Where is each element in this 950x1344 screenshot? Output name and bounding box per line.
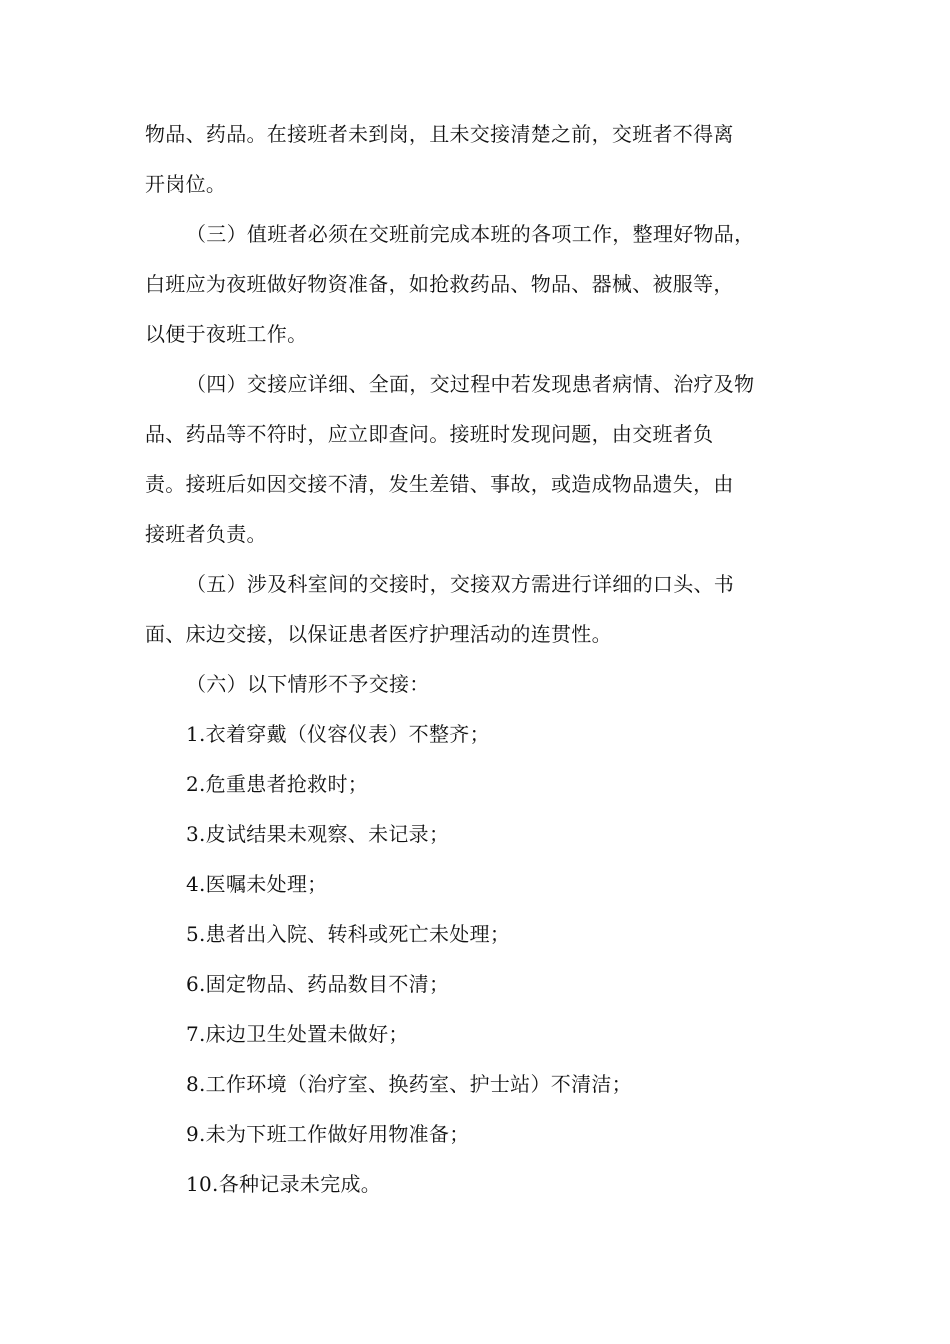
paragraph-line: （五）涉及科室间的交接时，交接双方需进行详细的口头、书 <box>186 572 735 596</box>
paragraph-line: 责。接班后如因交接不清，发生差错、事故，或造成物品遗失，由 <box>145 472 734 496</box>
list-item: 8.工作环境（治疗室、换药室、护士站）不清洁； <box>186 1072 632 1096</box>
list-item: 6.固定物品、药品数目不清； <box>186 972 450 996</box>
paragraph-line: （四）交接应详细、全面，交过程中若发现患者病情、治疗及物 <box>186 372 755 396</box>
list-item: 5.患者出入院、转科或死亡未处理； <box>186 922 511 946</box>
paragraph-line: （六）以下情形不予交接： <box>186 672 430 696</box>
list-item: 9.未为下班工作做好用物准备； <box>186 1122 470 1146</box>
list-item: 7.床边卫生处置未做好； <box>186 1022 409 1046</box>
list-item: 1.衣着穿戴（仪容仪表）不整齐； <box>186 722 490 746</box>
list-item: 10.各种记录未完成。 <box>186 1172 382 1196</box>
list-item: 2.危重患者抢救时； <box>186 772 369 796</box>
list-item: 4.医嘱未处理； <box>186 872 328 896</box>
paragraph-line: 品、药品等不符时，应立即查问。接班时发现问题，由交班者负 <box>145 422 714 446</box>
paragraph-line: 面、床边交接，以保证患者医疗护理活动的连贯性。 <box>145 622 612 646</box>
paragraph-line: （三）值班者必须在交班前完成本班的各项工作，整理好物品， <box>186 222 755 246</box>
paragraph-line: 以便于夜班工作。 <box>145 322 308 346</box>
paragraph-line: 接班者负责。 <box>145 522 267 546</box>
paragraph-line: 物品、药品。在接班者未到岗，且未交接清楚之前，交班者不得离 <box>145 122 734 146</box>
list-item: 3.皮试结果未观察、未记录； <box>186 822 450 846</box>
paragraph-line: 开岗位。 <box>145 172 227 196</box>
paragraph-line: 白班应为夜班做好物资准备，如抢救药品、物品、器械、被服等， <box>145 272 734 296</box>
